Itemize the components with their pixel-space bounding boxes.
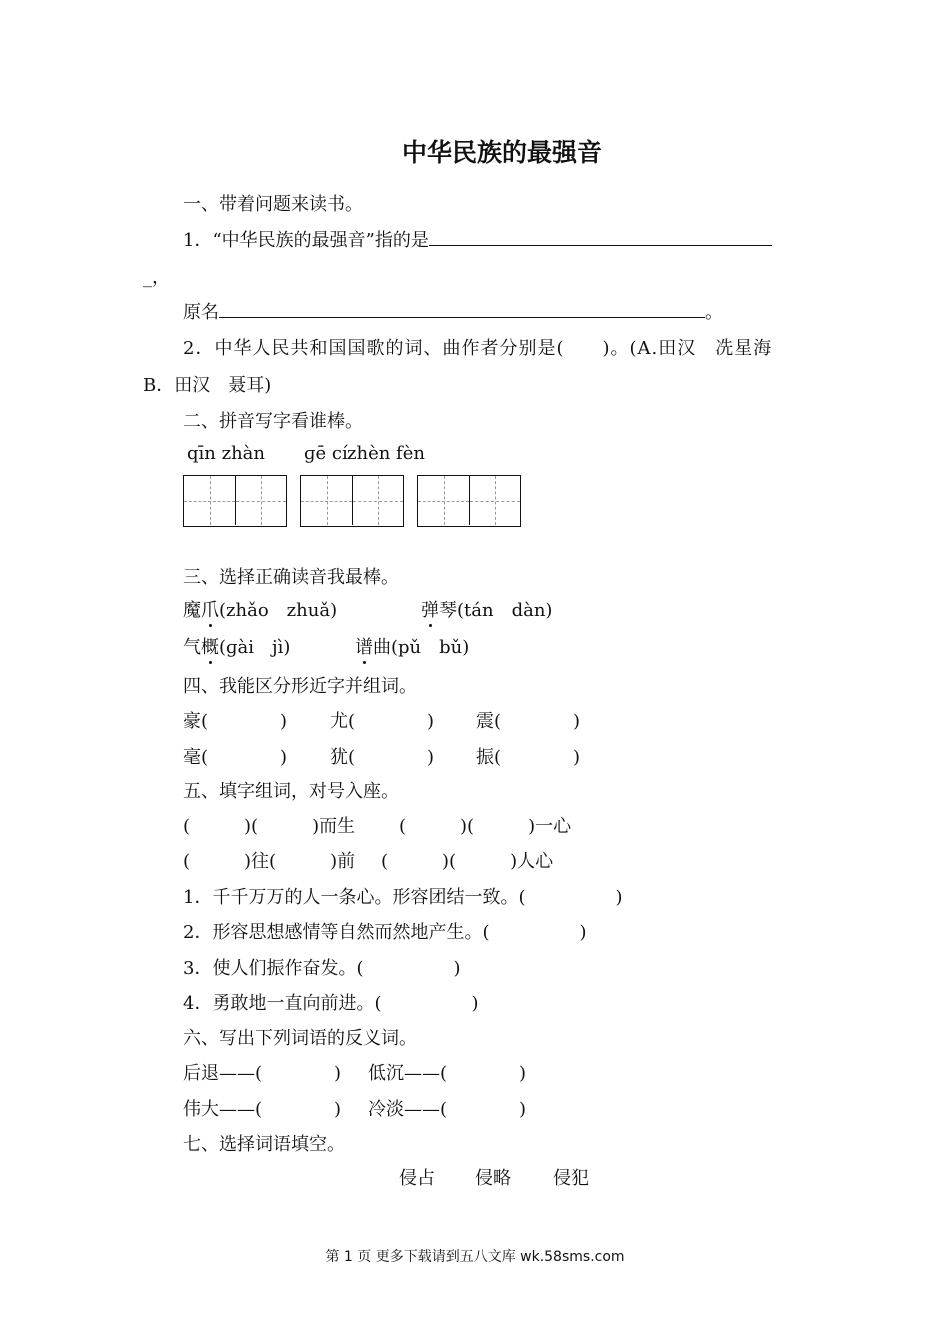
antonym-blank[interactable]: 冷淡——( ) — [368, 1099, 527, 1120]
question-1 — [183, 226, 772, 252]
period: 。 — [705, 302, 723, 323]
idiom-blank[interactable]: ( )往( )前 — [183, 851, 356, 872]
page-title: 中华民族的最强音 — [401, 138, 602, 167]
word-choice: 侵犯 — [553, 1168, 589, 1189]
item-options[interactable]: (ɡài jì) — [219, 637, 291, 658]
writing-grid[interactable] — [300, 475, 404, 527]
idiom-blank[interactable]: ( )( )一心 — [399, 816, 572, 837]
item-text: 气 — [183, 637, 201, 658]
question-2-continuation: B．田汉 聂耳) — [143, 375, 272, 396]
section-7-heading: 七、选择词语填空。 — [183, 1134, 345, 1155]
definition-item[interactable]: 3．使人们振作奋发。( ) — [183, 958, 461, 979]
original-name-label: 原名 — [183, 302, 219, 323]
section-3-heading: 三、选择正确读音我最棒。 — [183, 567, 399, 588]
pinyin-label: zhèn fèn — [347, 443, 425, 464]
section-5-heading: 五、填字组词，对号入座。 — [183, 781, 399, 802]
definition-item[interactable]: 1．千千万万的人一条心。形容团结一致。( ) — [183, 887, 623, 908]
question-1-original-name — [183, 298, 723, 324]
pinyin-label: qīn zhàn — [187, 443, 265, 464]
page-footer: 第 1 页 更多下载请到五八文库 wk.58sms.com — [325, 1249, 625, 1265]
question-1-continuation: _， — [143, 267, 170, 288]
item-options[interactable]: (zhǎo zhuǎ) — [219, 600, 338, 621]
item-text: 魔 — [183, 600, 201, 621]
word-blank[interactable]: 振( ) — [476, 747, 581, 768]
antonym-blank[interactable]: 低沉——( ) — [368, 1063, 527, 1084]
grid-cell[interactable] — [184, 476, 235, 525]
grid-cell[interactable] — [418, 476, 469, 525]
answer-blank[interactable] — [429, 227, 772, 246]
question-2: 2．中华人民共和国国歌的词、曲作者分别是( )。(A.田汉 冼星海 — [183, 338, 773, 359]
dotted-char: 弹 — [421, 600, 439, 621]
section-2-heading: 二、拼音写字看谁棒。 — [183, 411, 363, 432]
pronunciation-item — [183, 596, 337, 622]
word-blank[interactable]: 犹( ) — [330, 747, 435, 768]
grid-cell[interactable] — [469, 476, 520, 525]
antonym-blank[interactable]: 后退——( ) — [183, 1063, 342, 1084]
word-choice: 侵略 — [475, 1168, 511, 1189]
antonym-blank[interactable]: 伟大——( ) — [183, 1099, 342, 1120]
item-options[interactable]: 琴(tán dàn) — [439, 600, 553, 621]
dotted-char: 爪 — [201, 600, 219, 621]
pronunciation-item — [355, 633, 469, 659]
writing-grid[interactable] — [183, 475, 287, 527]
word-blank[interactable]: 震( ) — [476, 711, 581, 732]
section-6-heading: 六、写出下列词语的反义词。 — [183, 1028, 417, 1049]
pronunciation-item — [183, 633, 290, 659]
pronunciation-item — [421, 596, 552, 622]
idiom-blank[interactable]: ( )( )而生 — [183, 816, 356, 837]
question-1-text: 1．“中华民族的最强音”指的是 — [183, 230, 429, 251]
dotted-char: 谱 — [355, 637, 373, 658]
section-4-heading: 四、我能区分形近字并组词。 — [183, 676, 417, 697]
grid-cell[interactable] — [301, 476, 352, 525]
item-options[interactable]: 曲(pǔ bǔ) — [373, 637, 470, 658]
grid-cell[interactable] — [352, 476, 403, 525]
writing-grid[interactable] — [417, 475, 521, 527]
definition-item[interactable]: 4．勇敢地一直向前进。( ) — [183, 993, 479, 1014]
grid-cell[interactable] — [235, 476, 286, 525]
answer-blank[interactable] — [219, 299, 705, 318]
definition-item[interactable]: 2．形容思想感情等自然而然地产生。( ) — [183, 922, 587, 943]
word-blank[interactable]: 尤( ) — [330, 711, 435, 732]
word-blank[interactable]: 豪( ) — [183, 711, 288, 732]
word-choice: 侵占 — [399, 1168, 435, 1189]
pinyin-label: ɡē cí — [304, 443, 348, 464]
section-1-heading: 一、带着问题来读书。 — [183, 194, 363, 215]
word-blank[interactable]: 毫( ) — [183, 747, 288, 768]
dotted-char: 概 — [201, 637, 219, 658]
idiom-blank[interactable]: ( )( )人心 — [381, 851, 554, 872]
